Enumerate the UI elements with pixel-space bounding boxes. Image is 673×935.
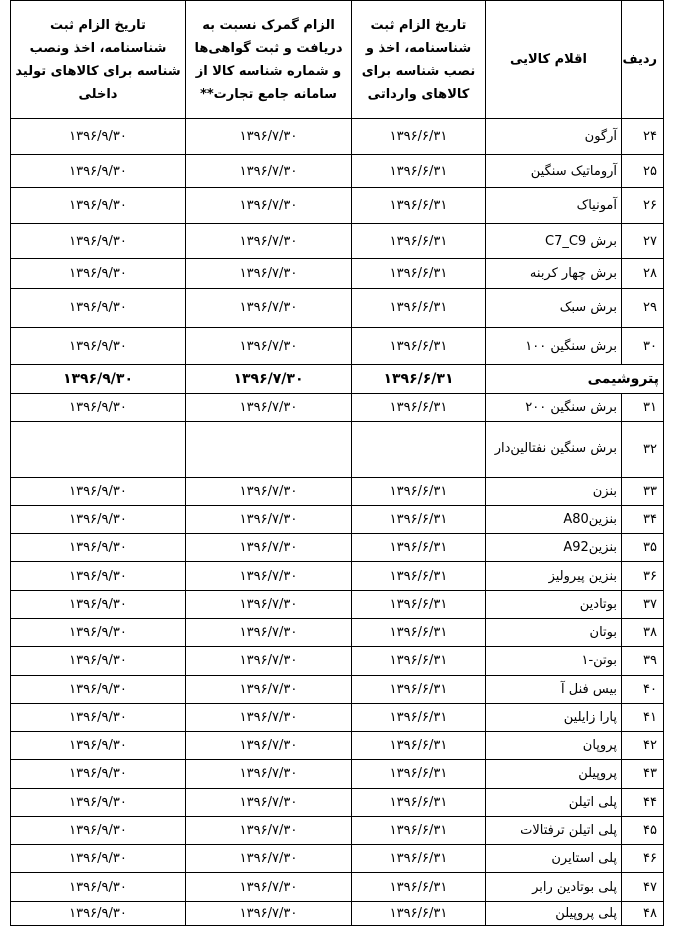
table-row [11,155,664,187]
customs-deadline-date: ۱۳۹۶/۷/۳۰ [186,590,352,618]
row-number: ۲۶ [622,187,664,223]
table-row [11,119,664,155]
customs-deadline-date: ۱۳۹۶/۷/۳۰ [186,477,352,505]
row-number: ۳۰ [622,328,664,365]
goods-item-name: برش سنگین نفتالین‌دار [486,421,622,477]
import-deadline-date: ۱۳۹۶/۶/۳۱ [352,259,486,288]
domestic-deadline-date: ۱۳۹۶/۹/۳۰ [11,845,186,873]
domestic-deadline-date: ۱۳۹۶/۹/۳۰ [11,259,186,288]
row-number: ۴۸ [622,901,664,925]
import-deadline-date: ۱۳۹۶/۶/۳۱ [352,119,486,155]
import-deadline-date: ۱۳۹۶/۶/۳۱ [352,901,486,925]
table-row [11,647,664,675]
customs-deadline-date: ۱۳۹۶/۷/۳۰ [186,816,352,844]
domestic-deadline-date: ۱۳۹۶/۹/۳۰ [11,187,186,223]
customs-deadline-date: ۱۳۹۶/۷/۳۰ [186,119,352,155]
customs-deadline-date: ۱۳۹۶/۷/۳۰ [186,288,352,327]
table-row [11,187,664,223]
goods-item-name: پلی اتیلن ترفتالات [486,816,622,844]
import-deadline-date: ۱۳۹۶/۶/۳۱ [352,224,486,259]
table-row [11,845,664,873]
goods-item-name: بنزینA80 [486,505,622,533]
row-number: ۳۵ [622,534,664,562]
import-deadline-date: ۱۳۹۶/۶/۳۱ [352,155,486,187]
goods-item-name: بنزینA92 [486,534,622,562]
row-number: ۴۷ [622,873,664,901]
import-deadline-date: ۱۳۹۶/۶/۳۱ [352,477,486,505]
table-row [11,816,664,844]
domestic-deadline-date: ۱۳۹۶/۹/۳۰ [11,288,186,327]
table-row [11,393,664,421]
import-deadline-date [352,421,486,477]
table-row [11,675,664,703]
goods-item-name: پروپیلن [486,760,622,788]
table-row [11,703,664,731]
row-number: ۲۸ [622,259,664,288]
goods-item-name: بنزن [486,477,622,505]
customs-deadline-date: ۱۳۹۶/۷/۳۰ [186,647,352,675]
header-domestic-deadline: تاریخ الزام ثبت شناسنامه، اخذ ونصب شناسه برای کالاهای تولید داخلی [11,1,186,119]
domestic-deadline-date: ۱۳۹۶/۹/۳۰ [11,119,186,155]
row-number: ۴۲ [622,732,664,760]
import-deadline-date: ۱۳۹۶/۶/۳۱ [352,505,486,533]
customs-deadline-date: ۱۳۹۶/۷/۳۰ [186,187,352,223]
customs-deadline-date: ۱۳۹۶/۷/۳۰ [186,259,352,288]
domestic-deadline-date: ۱۳۹۶/۹/۳۰ [11,393,186,421]
customs-deadline-date: ۱۳۹۶/۷/۳۰ [186,618,352,646]
customs-deadline-date: ۱۳۹۶/۷/۳۰ [186,393,352,421]
header-goods-item: اقلام کالایی [486,1,622,119]
section-import-date: ۱۳۹۶/۶/۳۱ [352,365,486,393]
customs-deadline-date: ۱۳۹۶/۷/۳۰ [186,505,352,533]
customs-deadline-date: ۱۳۹۶/۷/۳۰ [186,224,352,259]
row-number: ۲۴ [622,119,664,155]
goods-item-name: برش چهار کربنه [486,259,622,288]
row-number: ۳۸ [622,618,664,646]
customs-deadline-date: ۱۳۹۶/۷/۳۰ [186,845,352,873]
section-title: پتروشیمی [486,365,664,393]
section-domestic-date: ۱۳۹۶/۹/۳۰ [11,365,186,393]
customs-deadline-date: ۱۳۹۶/۷/۳۰ [186,873,352,901]
table-row [11,421,664,477]
header-customs-requirement: الزام گمرک نسبت به دریافت و ثبت گواهی‌ها و شماره شناسه کالا از سامانه جامع تجارت** [186,1,352,119]
table-row [11,760,664,788]
table-row [11,534,664,562]
customs-deadline-date: ۱۳۹۶/۷/۳۰ [186,703,352,731]
goods-item-name: برش سنگین ۱۰۰ [486,328,622,365]
table-row [11,788,664,816]
domestic-deadline-date: ۱۳۹۶/۹/۳۰ [11,788,186,816]
domestic-deadline-date: ۱۳۹۶/۹/۳۰ [11,477,186,505]
domestic-deadline-date: ۱۳۹۶/۹/۳۰ [11,732,186,760]
goods-deadline-table [10,0,664,926]
import-deadline-date: ۱۳۹۶/۶/۳۱ [352,675,486,703]
goods-item-name: آروماتیک سنگین [486,155,622,187]
customs-deadline-date: ۱۳۹۶/۷/۳۰ [186,675,352,703]
domestic-deadline-date: ۱۳۹۶/۹/۳۰ [11,562,186,590]
row-number: ۴۳ [622,760,664,788]
domestic-deadline-date: ۱۳۹۶/۹/۳۰ [11,328,186,365]
header-row-number: ردیف [622,1,664,119]
domestic-deadline-date: ۱۳۹۶/۹/۳۰ [11,534,186,562]
section-customs-date: ۱۳۹۶/۷/۳۰ [186,365,352,393]
row-number: ۴۱ [622,703,664,731]
import-deadline-date: ۱۳۹۶/۶/۳۱ [352,873,486,901]
import-deadline-date: ۱۳۹۶/۶/۳۱ [352,647,486,675]
goods-item-name: بیس فنل آ [486,675,622,703]
table-row [11,259,664,288]
customs-deadline-date: ۱۳۹۶/۷/۳۰ [186,732,352,760]
goods-item-name: پلی اتیلن [486,788,622,816]
goods-item-name: آمونیاک [486,187,622,223]
customs-deadline-date: ۱۳۹۶/۷/۳۰ [186,562,352,590]
row-number: ۳۶ [622,562,664,590]
row-number: ۴۶ [622,845,664,873]
table-row [11,901,664,925]
customs-deadline-date [186,421,352,477]
customs-deadline-date: ۱۳۹۶/۷/۳۰ [186,788,352,816]
row-number: ۳۱ [622,393,664,421]
row-number: ۴۴ [622,788,664,816]
customs-deadline-date: ۱۳۹۶/۷/۳۰ [186,901,352,925]
import-deadline-date: ۱۳۹۶/۶/۳۱ [352,288,486,327]
row-number: ۲۹ [622,288,664,327]
row-number: ۳۹ [622,647,664,675]
domestic-deadline-date: ۱۳۹۶/۹/۳۰ [11,675,186,703]
import-deadline-date: ۱۳۹۶/۶/۳۱ [352,393,486,421]
domestic-deadline-date: ۱۳۹۶/۹/۳۰ [11,873,186,901]
row-number: ۳۳ [622,477,664,505]
domestic-deadline-date: ۱۳۹۶/۹/۳۰ [11,703,186,731]
table-row [11,224,664,259]
import-deadline-date: ۱۳۹۶/۶/۳۱ [352,534,486,562]
import-deadline-date: ۱۳۹۶/۶/۳۱ [352,187,486,223]
import-deadline-date: ۱۳۹۶/۶/۳۱ [352,845,486,873]
customs-deadline-date: ۱۳۹۶/۷/۳۰ [186,760,352,788]
import-deadline-date: ۱۳۹۶/۶/۳۱ [352,732,486,760]
row-number: ۳۲ [622,421,664,477]
table-row [11,477,664,505]
goods-item-name: برش سنگین ۲۰۰ [486,393,622,421]
table-row [11,618,664,646]
import-deadline-date: ۱۳۹۶/۶/۳۱ [352,562,486,590]
goods-item-name: پلی بوتادین رابر [486,873,622,901]
header-import-deadline: تاریخ الزام ثبت شناسنامه، اخذ و نصب شناسه برای کالاهای وارداتی [352,1,486,119]
customs-deadline-date: ۱۳۹۶/۷/۳۰ [186,534,352,562]
import-deadline-date: ۱۳۹۶/۶/۳۱ [352,760,486,788]
rows-group-top [11,119,664,365]
table-row [11,873,664,901]
goods-item-name: بوتان [486,618,622,646]
goods-item-name: پلی پروپیلن [486,901,622,925]
table-row [11,288,664,327]
domestic-deadline-date: ۱۳۹۶/۹/۳۰ [11,816,186,844]
import-deadline-date: ۱۳۹۶/۶/۳۱ [352,816,486,844]
table-row [11,590,664,618]
goods-item-name: پروپان [486,732,622,760]
goods-item-name: پارا زایلین [486,703,622,731]
goods-item-name: بوتادین [486,590,622,618]
import-deadline-date: ۱۳۹۶/۶/۳۱ [352,328,486,365]
domestic-deadline-date: ۱۳۹۶/۹/۳۰ [11,618,186,646]
domestic-deadline-date: ۱۳۹۶/۹/۳۰ [11,647,186,675]
rows-group-bottom [11,393,664,925]
row-number: ۲۷ [622,224,664,259]
import-deadline-date: ۱۳۹۶/۶/۳۱ [352,590,486,618]
goods-item-name: بنزین پیرولیز [486,562,622,590]
domestic-deadline-date: ۱۳۹۶/۹/۳۰ [11,505,186,533]
goods-item-name: بوتن-۱ [486,647,622,675]
goods-item-name: پلی استایرن [486,845,622,873]
row-number: ۴۰ [622,675,664,703]
domestic-deadline-date: ۱۳۹۶/۹/۳۰ [11,155,186,187]
import-deadline-date: ۱۳۹۶/۶/۳۱ [352,788,486,816]
domestic-deadline-date: ۱۳۹۶/۹/۳۰ [11,901,186,925]
domestic-deadline-date: ۱۳۹۶/۹/۳۰ [11,590,186,618]
domestic-deadline-date: ۱۳۹۶/۹/۳۰ [11,760,186,788]
row-number: ۴۵ [622,816,664,844]
domestic-deadline-date: ۱۳۹۶/۹/۳۰ [11,224,186,259]
table-row [11,562,664,590]
goods-item-name: برش سبک [486,288,622,327]
row-number: ۳۷ [622,590,664,618]
import-deadline-date: ۱۳۹۶/۶/۳۱ [352,703,486,731]
goods-item-name: برش C7_C9 [486,224,622,259]
customs-deadline-date: ۱۳۹۶/۷/۳۰ [186,328,352,365]
header-row [11,1,664,119]
table-row [11,505,664,533]
table-row [11,732,664,760]
row-number: ۳۴ [622,505,664,533]
domestic-deadline-date [11,421,186,477]
import-deadline-date: ۱۳۹۶/۶/۳۱ [352,618,486,646]
section-row-petrochemical [11,365,664,393]
goods-item-name: آرگون [486,119,622,155]
table-row [11,328,664,365]
customs-deadline-date: ۱۳۹۶/۷/۳۰ [186,155,352,187]
row-number: ۲۵ [622,155,664,187]
